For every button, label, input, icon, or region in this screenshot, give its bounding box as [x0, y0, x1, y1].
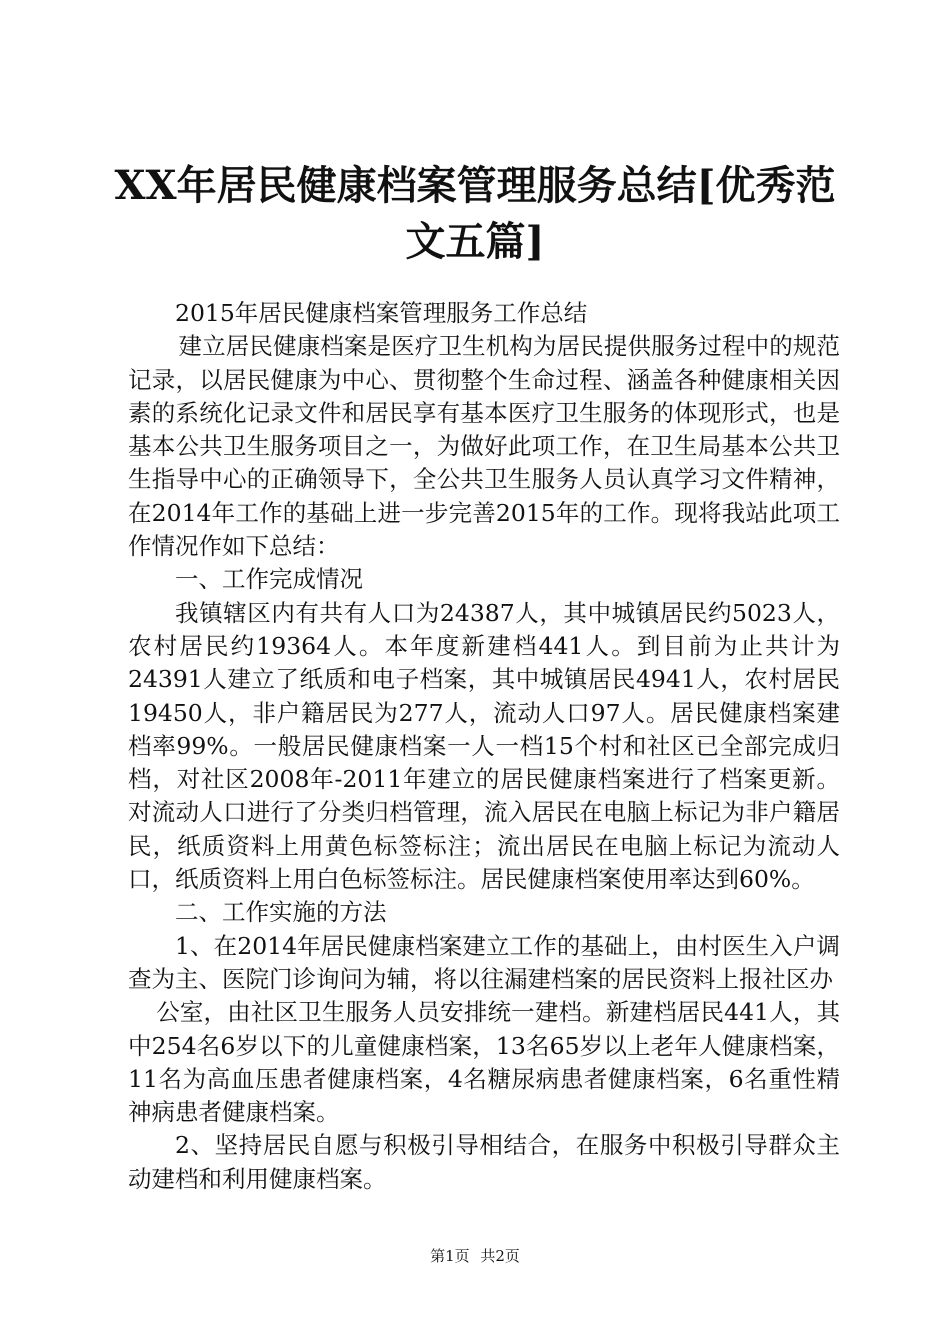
body-paragraph: 建立居民健康档案是医疗卫生机构为居民提供服务过程中的规范记录，以居民健康为中心、贯彻整个生命过程、涵盖各种健康相关因素的系统化记录文件和居民享有基本医疗卫生服务的体现形式，也是基本公共卫生服务项目之一，为做好此项工作，在卫生局基本公共卫生指导中心的正确领导下，全公共卫生服务人员认真学习文件精神，在2014年工作的基础上进一步完善2015年的工作。现将我站此项工作情况作如下总结： [128, 332, 840, 561]
section-heading: 二、工作实施的方法 [175, 898, 387, 927]
body-paragraph: 1、在2014年居民健康档案建立工作的基础上，由村医生入户调查为主、医院门诊询问为辅，将以往漏建档案的居民资料上报社区办 [128, 931, 840, 993]
section-heading: 2015年居民健康档案管理服务工作总结 [175, 299, 588, 327]
body-paragraph: 2、坚持居民自愿与积极引导相结合，在服务中积极引导群众主动建档和利用健康档案。 [128, 1131, 840, 1193]
page-total: 共2页 [480, 1247, 520, 1265]
body-paragraph: 公室，由社区卫生服务人员安排统一建档。新建档居民441人，其中254名6岁以下的儿童健康档案，13名65岁以上老年人健康档案，11名为高血压患者健康档案，4名糖尿病患者健康档案，6名重性精神病患者健康档案。 [128, 998, 840, 1127]
page-footer [0, 1246, 950, 1266]
body-paragraph: 我镇辖区内有共有人口为24387人，其中城镇居民约5023人，农村居民约19364人。本年度新建档441人。到目前为止共计为24391人建立了纸质和电子档案，其中城镇居民4941人，农村居民19450人，非户籍居民为277人，流动人口97人。居民健康档案建档率99%。一般居民健康档案一人一档15个村和社区已全部完成归档，对社区2008年-2011年建立的居民健康档案进行了档案更新。对流动人口进行了分类归档管理，流入居民在电脑上标记为非户籍居民，纸质资料上用黄色标签标注；流出居民在电脑上标记为流动人口，纸质资料上用白色标签标注。居民健康档案使用率达到60%。 [128, 598, 840, 894]
document-body [128, 297, 840, 1196]
section-heading: 一、工作完成情况 [175, 565, 363, 594]
document-title: XX年居民健康档案管理服务总结[优秀范文五篇] [114, 162, 836, 265]
page-number: 第1页 [430, 1247, 470, 1265]
